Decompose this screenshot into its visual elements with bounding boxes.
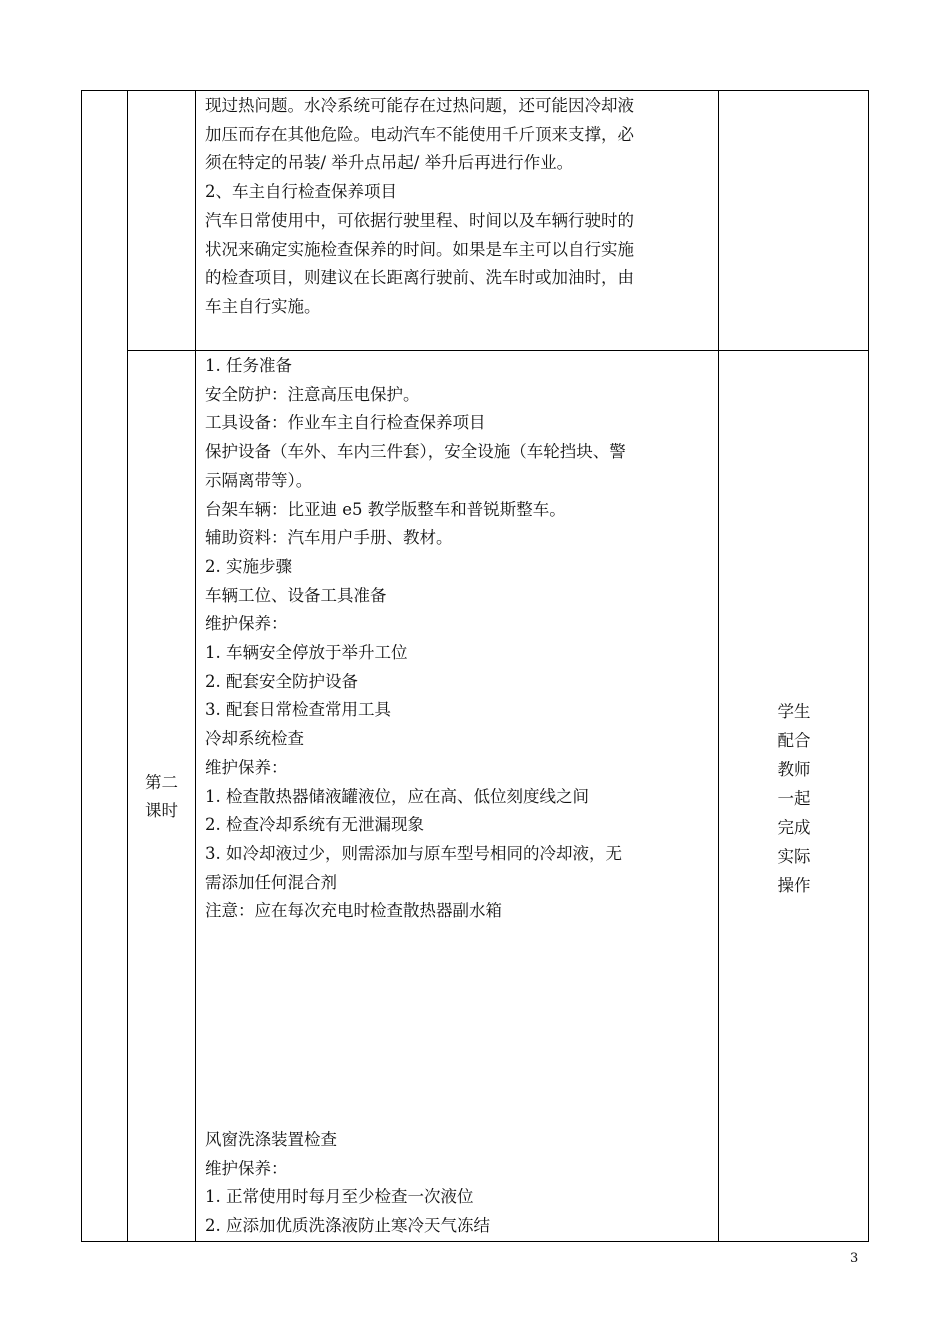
text-line: 2. 检查冷却系统有无泄漏现象 bbox=[205, 815, 424, 835]
lesson-label-line: 第二 bbox=[145, 773, 178, 792]
column-divider-2 bbox=[195, 91, 196, 1241]
text-line: 2. 实施步骤 bbox=[205, 556, 292, 576]
text-line: 2. 应添加优质洗涤液防止寒冷天气冻结 bbox=[205, 1216, 490, 1236]
note-line: 完成 bbox=[777, 818, 811, 837]
text-line: 须在特定的吊装/ 举升点吊起/ 举升后再进行作业。 bbox=[205, 153, 574, 173]
column-divider-3 bbox=[718, 91, 719, 1241]
text-line: 台架车辆：比亚迪 e5 教学版整车和普锐斯整车。 bbox=[205, 499, 566, 519]
text-line: 车主自行实施。 bbox=[205, 296, 321, 316]
text-line: 2、车主自行检查保养项目 bbox=[205, 182, 397, 202]
text-line: 冷却系统检查 bbox=[205, 729, 304, 749]
row-divider bbox=[127, 350, 868, 351]
text-line: 维护保养： bbox=[205, 757, 288, 777]
note-line: 教师 bbox=[777, 760, 811, 779]
text-line: 3. 配套日常检查常用工具 bbox=[205, 700, 391, 720]
text-line: 车辆工位、设备工具准备 bbox=[205, 585, 387, 605]
note-line: 实际 bbox=[777, 847, 811, 866]
activity-note bbox=[719, 697, 869, 900]
text-line: 1. 车辆安全停放于举升工位 bbox=[205, 643, 408, 663]
text-line: 示隔离带等）。 bbox=[205, 470, 313, 490]
text-line: 需添加任何混合剂 bbox=[205, 872, 337, 892]
text-line: 1. 检查散热器储液罐液位，应在高、低位刻度线之间 bbox=[205, 786, 589, 806]
text-line: 风窗洗涤装置检查 bbox=[205, 1130, 337, 1149]
note-line: 操作 bbox=[777, 876, 811, 895]
text-line: 注意：应在每次充电时检查散热器副水箱 bbox=[205, 901, 502, 921]
note-line: 配合 bbox=[777, 731, 811, 750]
text-line: 安全防护：注意高压电保护。 bbox=[205, 384, 420, 404]
text-line: 1. 正常使用时每月至少检查一次液位 bbox=[205, 1187, 474, 1207]
lesson-plan-table bbox=[81, 90, 869, 1242]
text-line: 3. 如冷却液过少，则需添加与原车型号相同的冷却液，无 bbox=[205, 843, 622, 863]
text-line: 的检查项目，则建议在长距离行驶前、洗车时或加油时，由 bbox=[205, 268, 634, 288]
page-number: 3 bbox=[850, 1251, 859, 1266]
text-line: 维护保养： bbox=[205, 614, 288, 634]
text-line: 现过热问题。水冷系统可能存在过热问题，还可能因冷却液 bbox=[205, 96, 634, 115]
note-line: 一起 bbox=[777, 789, 811, 808]
text-line: 维护保养： bbox=[205, 1158, 288, 1178]
column-divider-1 bbox=[127, 91, 128, 1241]
row2-content bbox=[205, 352, 705, 926]
text-line: 汽车日常使用中，可依据行驶里程、时间以及车辆行驶时的 bbox=[205, 210, 634, 230]
lesson-label-line: 课时 bbox=[145, 801, 178, 820]
text-line: 2. 配套安全防护设备 bbox=[205, 671, 358, 691]
note-line: 学生 bbox=[777, 702, 811, 721]
text-line: 1. 任务准备 bbox=[205, 356, 292, 375]
row2-content-washer bbox=[205, 1126, 705, 1241]
text-line: 保护设备（车外、车内三件套），安全设施（车轮挡块、警 bbox=[205, 442, 626, 462]
text-line: 状况来确定实施检查保养的时间。如果是车主可以自行实施 bbox=[205, 239, 634, 259]
text-line: 工具设备：作业车主自行检查保养项目 bbox=[205, 413, 486, 433]
lesson-label bbox=[127, 769, 196, 825]
text-line: 辅助资料：汽车用户手册、教材。 bbox=[205, 528, 453, 548]
row1-content bbox=[205, 92, 705, 322]
text-line: 加压而存在其他危险。电动汽车不能使用千斤顶来支撑，必 bbox=[205, 124, 634, 144]
